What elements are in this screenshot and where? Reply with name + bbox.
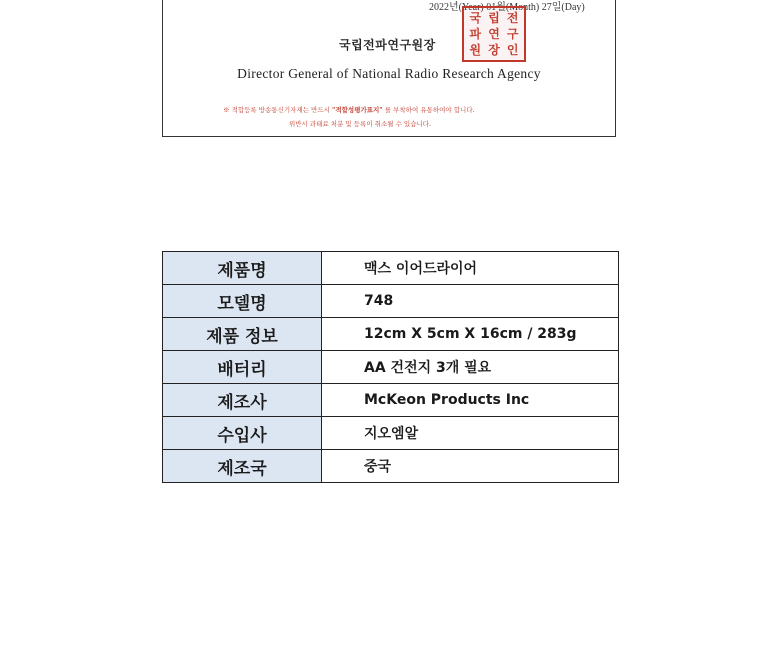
director-title-english: Director General of National Radio Research Agency bbox=[237, 66, 541, 81]
table-row bbox=[163, 417, 619, 450]
seal-char: 원 bbox=[469, 43, 482, 57]
table-row bbox=[163, 318, 619, 351]
row-label-product-name: 제품명 bbox=[163, 252, 322, 285]
row-label-country: 제조국 bbox=[163, 450, 322, 483]
seal-char: 전 bbox=[506, 11, 519, 25]
notice-prefix: ※ 적합등록 방송통신기자재는 반드시 bbox=[223, 106, 330, 114]
seal-char: 장 bbox=[488, 43, 500, 57]
row-value-battery: AA 건전지 3개 필요 bbox=[322, 351, 619, 384]
certificate-notice-line-1 bbox=[223, 105, 475, 114]
table-row bbox=[163, 252, 619, 285]
row-value-manufacturer: McKeon Products Inc bbox=[322, 384, 619, 417]
seal-char: 립 bbox=[488, 11, 500, 25]
seal-char: 구 bbox=[506, 27, 519, 41]
director-title-korean: 국립전파연구원장 bbox=[339, 38, 436, 52]
row-label-product-info: 제품 정보 bbox=[163, 318, 322, 351]
row-label-battery: 배터리 bbox=[163, 351, 322, 384]
seal-char: 연 bbox=[488, 27, 500, 41]
seal-char: 파 bbox=[469, 27, 482, 41]
table-row bbox=[163, 384, 619, 417]
certificate-panel bbox=[162, 0, 616, 137]
row-label-importer: 수입사 bbox=[163, 417, 322, 450]
table-row bbox=[163, 450, 619, 483]
row-value-country: 중국 bbox=[322, 450, 619, 483]
row-label-model-name: 모델명 bbox=[163, 285, 322, 318]
certificate-date: 2022년(Year) 01월(Month) 27일(Day) bbox=[429, 2, 585, 13]
official-seal-stamp bbox=[462, 6, 526, 62]
row-value-product-info: 12cm X 5cm X 16cm / 283g bbox=[322, 318, 619, 351]
notice-emphasis: "적합성평가표지" bbox=[331, 106, 383, 114]
seal-char: 국 bbox=[469, 11, 482, 25]
table-row bbox=[163, 351, 619, 384]
product-info-table bbox=[162, 251, 619, 483]
row-value-importer: 지오엠알 bbox=[322, 417, 619, 450]
seal-char: 인 bbox=[506, 43, 519, 57]
row-label-manufacturer: 제조사 bbox=[163, 384, 322, 417]
row-value-model-name: 748 bbox=[322, 285, 619, 318]
certificate-notice-line-2: 위반시 과태료 처분 및 등록이 취소될 수 있습니다. bbox=[289, 120, 432, 128]
table-row bbox=[163, 285, 619, 318]
row-value-product-name: 맥스 이어드라이어 bbox=[322, 252, 619, 285]
notice-suffix: 를 부착하여 유통하여야 합니다. bbox=[384, 106, 475, 114]
